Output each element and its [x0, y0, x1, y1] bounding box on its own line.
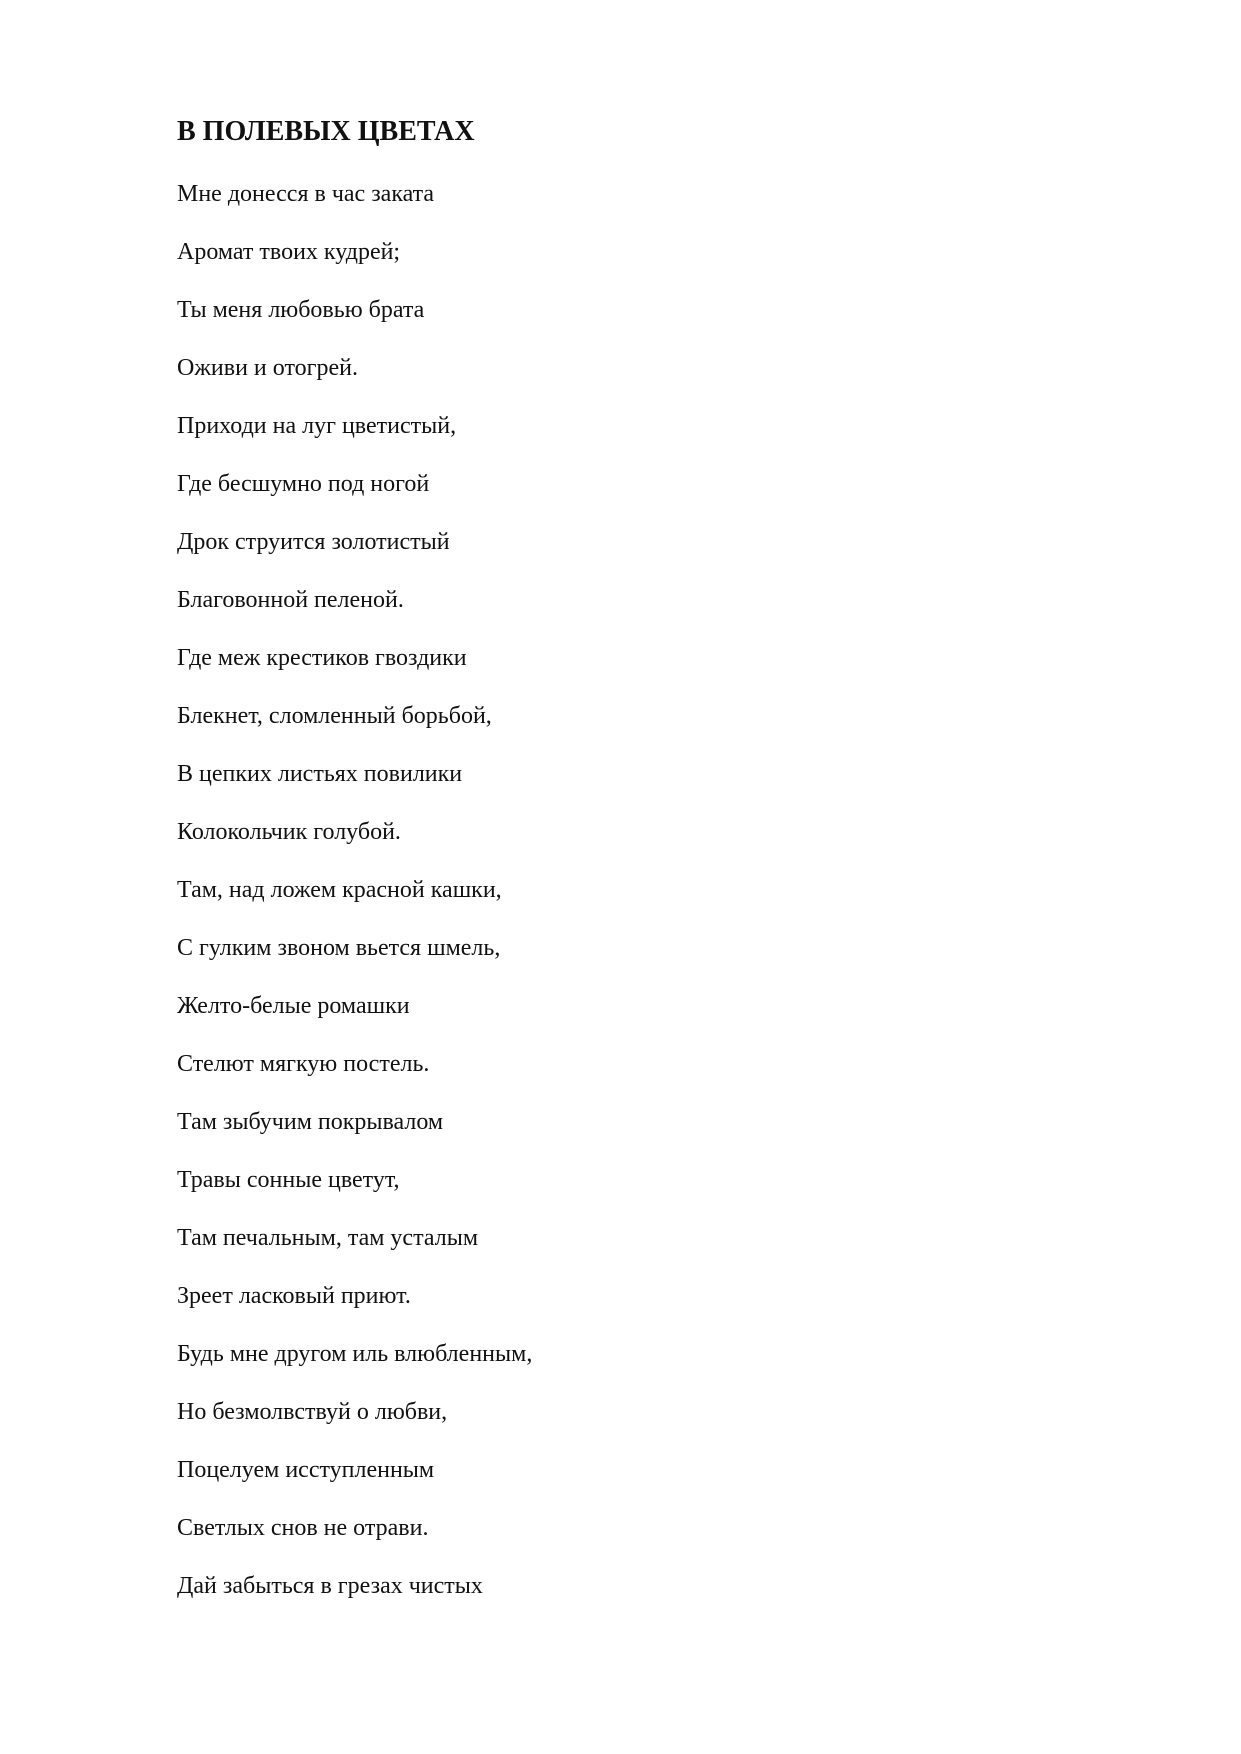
poem-line: Колокольчик голубой.	[177, 819, 401, 845]
poem-line: Там печальным, там усталым	[177, 1225, 479, 1251]
poem-line: Будь мне другом иль влюбленным,	[177, 1341, 533, 1367]
poem-line: Зреет ласковый приют.	[177, 1283, 411, 1309]
poem-line: Аромат твоих кудрей;	[177, 239, 401, 265]
poem-line: Где бесшумно под ногой	[177, 471, 430, 497]
poem-line: Приходи на луг цветистый,	[177, 413, 457, 439]
poem-line: Но безмолвствуй о любви,	[177, 1399, 448, 1425]
poem-line: Где меж крестиков гвоздики	[177, 645, 467, 671]
poem-line: Дрок струится золотистый	[177, 529, 450, 555]
poem-line: Там, над ложем красной кашки,	[177, 877, 502, 903]
poem-line: Оживи и отогрей.	[177, 355, 358, 381]
poem-line: Дай забыться в грезах чистых	[177, 1573, 483, 1599]
poem-line: Стелют мягкую постель.	[177, 1051, 430, 1077]
poem-line: Блекнет, сломленный борьбой,	[177, 703, 492, 729]
poem-line: В цепких листьях повилики	[177, 761, 463, 787]
poem-line: С гулким звоном вьется шмель,	[177, 935, 501, 961]
poem-line: Ты меня любовью брата	[177, 297, 425, 323]
poem-line: Благовонной пеленой.	[177, 587, 404, 613]
poem-title: В ПОЛЕВЫХ ЦВЕТАХ	[177, 116, 475, 147]
poem-line: Поцелуем исступленным	[177, 1457, 435, 1483]
poem-line: Травы сонные цветут,	[177, 1167, 400, 1193]
poem-line: Мне донесся в час заката	[177, 181, 435, 207]
poem-line: Светлых снов не отрави.	[177, 1515, 429, 1541]
poem-body	[177, 178, 532, 1628]
poem-line: Там зыбучим покрывалом	[177, 1109, 444, 1135]
poem-line: Желто-белые ромашки	[177, 993, 410, 1019]
